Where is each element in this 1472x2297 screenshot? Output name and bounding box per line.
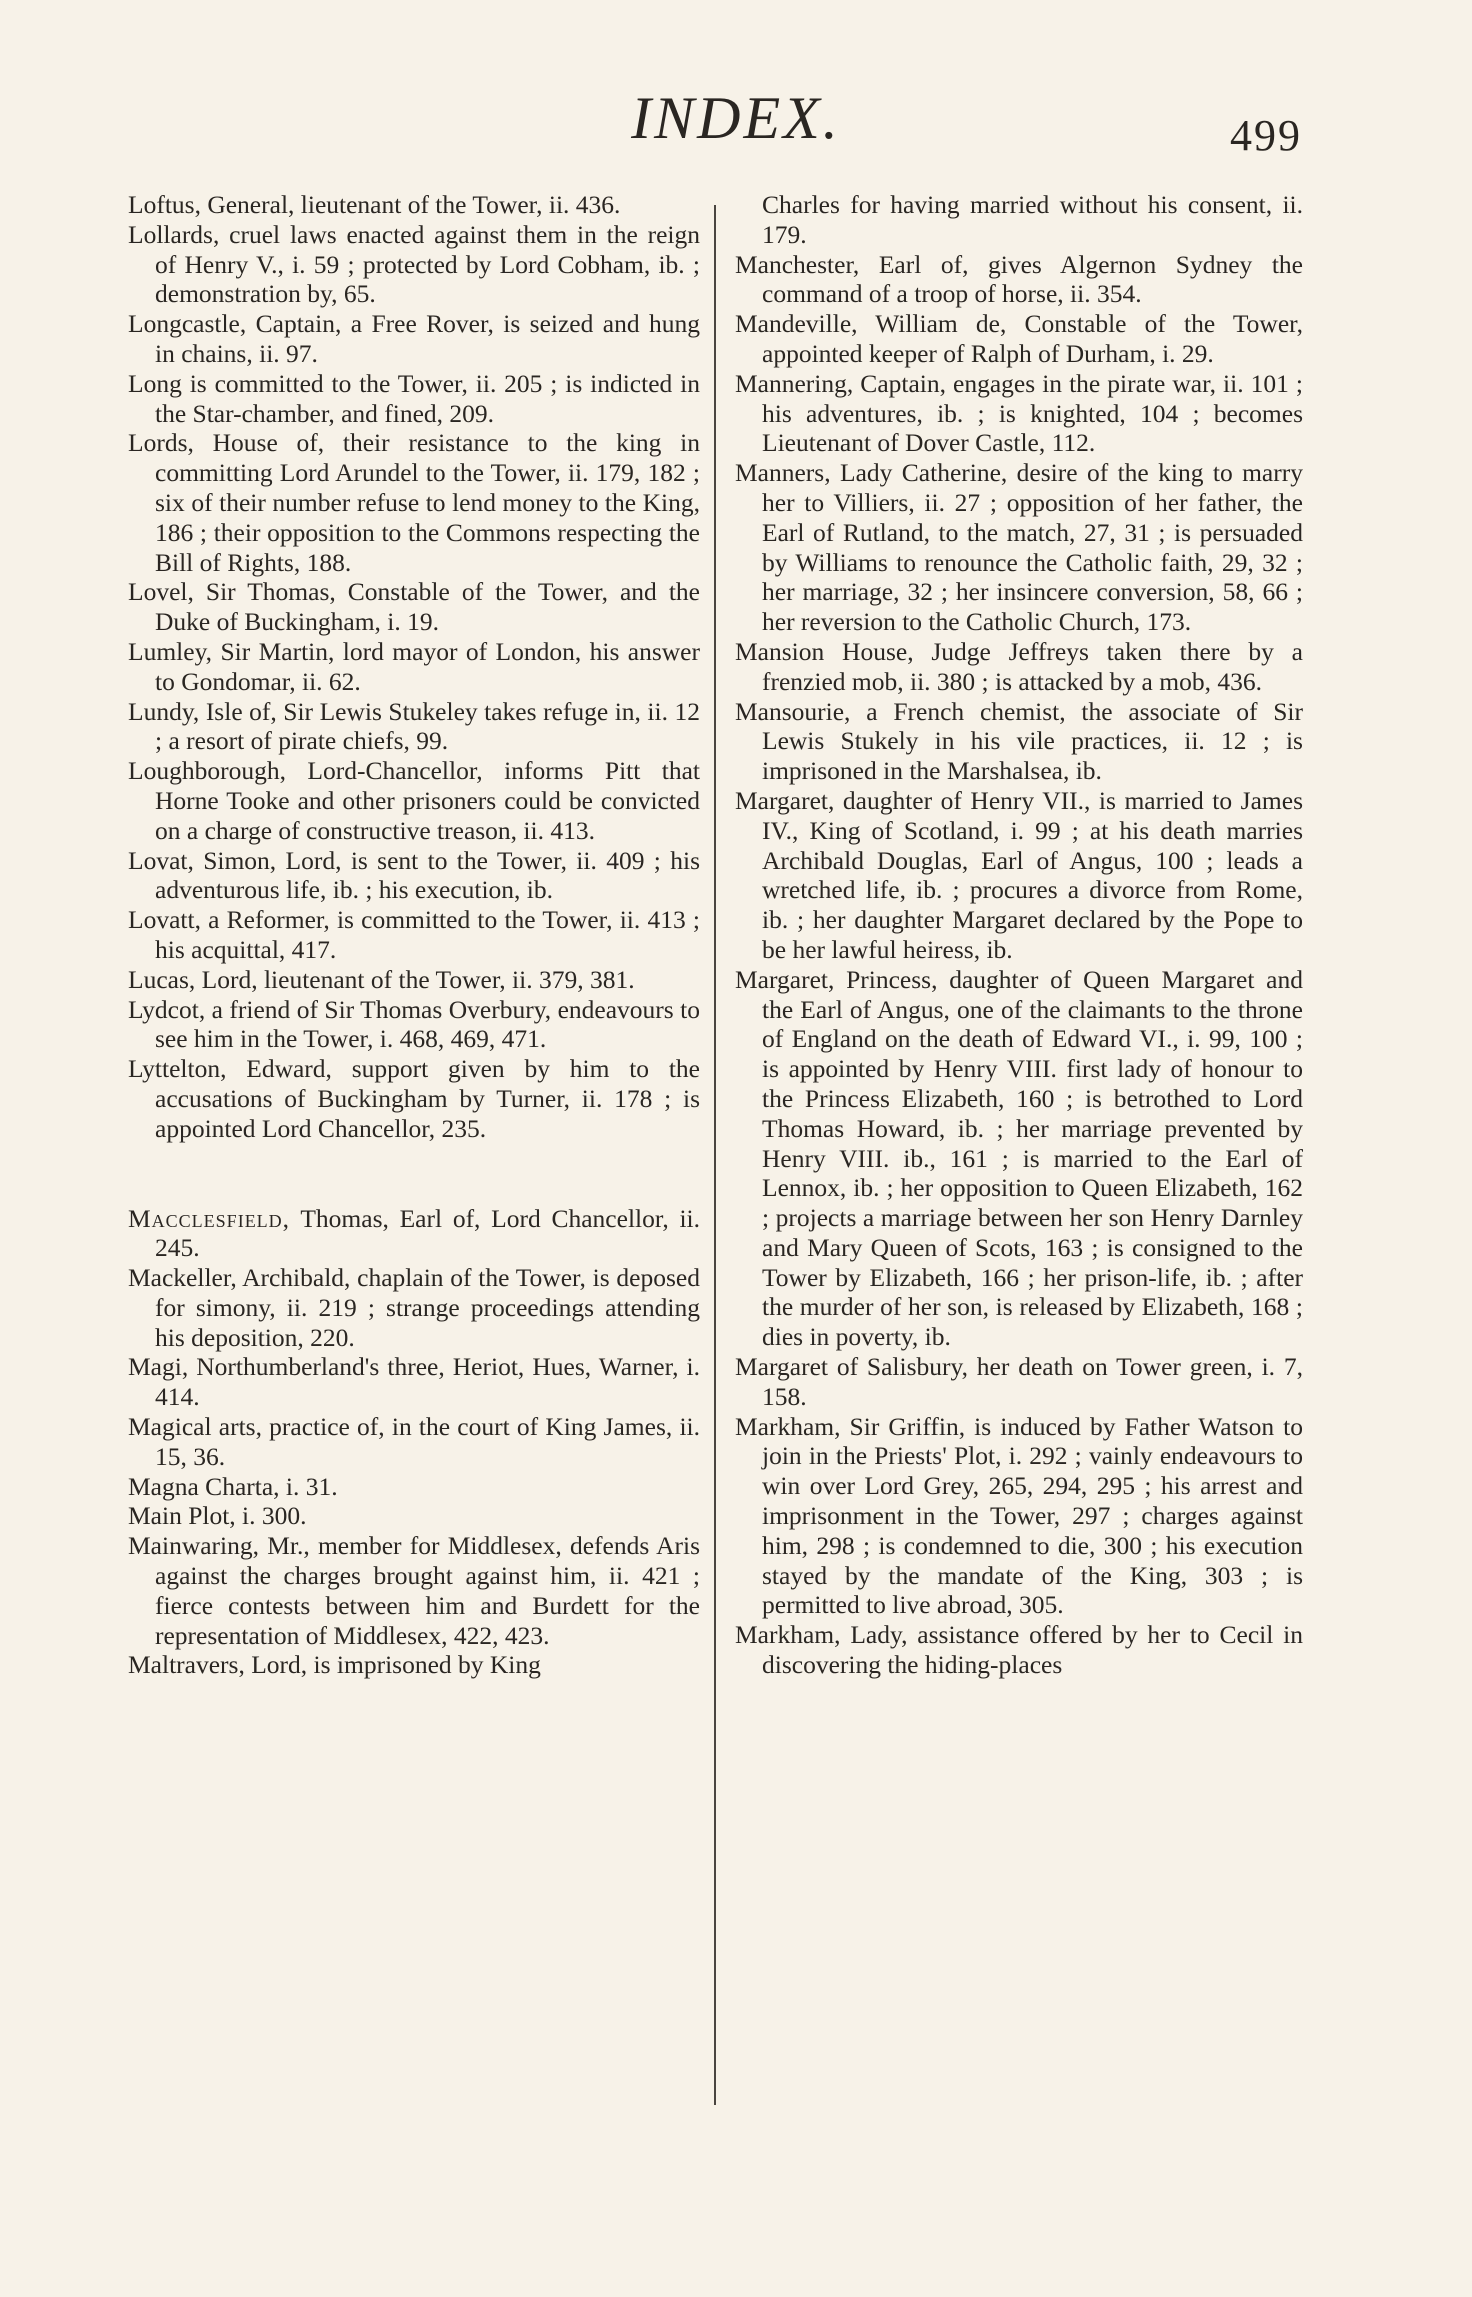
left-column [128, 190, 700, 1680]
page-title: INDEX. [631, 85, 841, 151]
index-entry: Lucas, Lord, lieutenant of the Tower, ii. 379, 381. [128, 964, 635, 994]
index-entry: Lyttelton, Edward, support given by him to the accusations of Buckingham by Turner, ii. 178 ; is appointed Lord Chancellor, 235. [128, 1054, 700, 1143]
index-entry: Mandeville, William de, Constable of the Tower, appointed keeper of Ralph of Durham, i. 29. [735, 309, 1303, 368]
entry-text: Thomas, Earl of, Lord Chancellor, ii. 245. [155, 1203, 700, 1263]
index-entry: Maltravers, Lord, is imprisoned by King [128, 1650, 541, 1680]
page-number: 499 [1230, 111, 1302, 160]
index-entry: Longcastle, Captain, a Free Rover, is seized and hung in chains, ii. 97. [128, 309, 700, 368]
index-entry-continuation: Charles for having married without his consent, ii. 179. [762, 190, 1303, 249]
index-entry: Margaret, daughter of Henry VII., is married to James IV., King of Scotland, i. 99 ; at his death marries Archibald Douglas, Earl of Angus, 100 ; leads a wretched life, ib. ; procures a divorce from Rome, ib. ; her daughter Margaret declared by the Pope to be her lawful heiress, ib. [735, 785, 1303, 964]
index-entry: Magna Charta, i. 31. [128, 1471, 338, 1501]
index-entry: Markham, Sir Griffin, is induced by Father Watson to join in the Priests' Plot, i. 292 ; vainly endeavours to win over Lord Grey, 265, 294, 295 ; his arrest and imprisonment in the Tower, 297 ; charges against him, 298 ; is condemned to die, 300 ; his execution stayed by the mandate of the King, 303 ; is permitted to live abroad, 305. [735, 1411, 1303, 1620]
index-entry: Mackeller, Archibald, chaplain of the Tower, is deposed for simony, ii. 219 ; strange proceedings attending his deposition, 220. [128, 1263, 700, 1352]
index-entry: Long is committed to the Tower, ii. 205 ; is indicted in the Star-chamber, and fined, 209. [128, 368, 700, 428]
index-entry: Manchester, Earl of, gives Algernon Sydney the command of a troop of horse, ii. 354. [735, 249, 1303, 309]
index-entry: Lumley, Sir Martin, lord mayor of London, his answer to Gondomar, ii. 62. [128, 636, 700, 696]
column-divider [714, 205, 716, 2105]
index-entry: Lundy, Isle of, Sir Lewis Stukeley takes refuge in, ii. 12 ; a resort of pirate chiefs, 99. [128, 696, 700, 756]
index-entry: Lovatt, a Reformer, is committed to the Tower, ii. 413 ; his acquittal, 417. [128, 905, 700, 964]
right-column [735, 190, 1303, 1680]
section-gap [128, 1144, 700, 1204]
index-entry: Mansion House, Judge Jeffreys taken there by a frenzied mob, ii. 380 ; is attacked by a mob, 436. [735, 636, 1303, 696]
index-entry: Lovat, Simon, Lord, is sent to the Tower, ii. 409 ; his adventurous life, ib. ; his execution, ib. [128, 845, 700, 905]
index-entry: Magi, Northumberland's three, Heriot, Hues, Warner, i. 414. [128, 1352, 700, 1412]
index-entry: Loughborough, Lord-Chancellor, informs Pitt that Horne Tooke and other prisoners could be convicted on a charge of constructive treason, ii. 413. [128, 756, 700, 845]
index-entry: Markham, Lady, assistance offered by her to Cecil in discovering the hiding-places [735, 1620, 1303, 1680]
index-entry: Mannering, Captain, engages in the pirate war, ii. 101 ; his adventures, ib. ; is knighted, 104 ; becomes Lieutenant of Dover Castle, 112. [735, 368, 1303, 458]
section-lead-word: Macclesfield, [128, 1203, 291, 1233]
index-entry: Loftus, General, lieutenant of the Tower, ii. 436. [128, 190, 621, 219]
index-entry: Margaret of Salisbury, her death on Tower green, i. 7, 158. [735, 1352, 1303, 1411]
index-entry: Magical arts, practice of, in the court of King James, ii. 15, 36. [128, 1412, 700, 1471]
index-entry: Lydcot, a friend of Sir Thomas Overbury, endeavours to see him in the Tower, i. 468, 469, 471. [128, 994, 700, 1054]
index-entry: Manners, Lady Catherine, desire of the king to marry her to Villiers, ii. 27 ; opposition of her father, the Earl of Rutland, to the match, 27, 31 ; is persuaded by Williams to renounce the Catholic faith, 29, 32 ; her marriage, 32 ; her insincere conversion, 58, 66 ; her reversion to the Catholic Church, 173. [735, 458, 1303, 637]
index-entry: Mainwaring, Mr., member for Middlesex, defends Aris against the charges brought against him, ii. 421 ; fierce contests between him and Burdett for the representation of Middlesex, 422, 423. [128, 1531, 700, 1650]
index-entry-macclesfield [128, 1204, 700, 1264]
index-entry: Margaret, Princess, daughter of Queen Margaret and the Earl of Angus, one of the claimants to the throne of England on the death of Edward VI., i. 99, 100 ; is appointed by Henry VIII. first lady of honour to the Princess Elizabeth, 160 ; is betrothed to Lord Thomas Howard, ib. ; her marriage prevented by Henry VIII. ib., 161 ; is married to the Earl of Lennox, ib. ; her opposition to Queen Elizabeth, 162 ; projects a marriage between her son Henry Darnley and Mary Queen of Scots, 163 ; is consigned to the Tower by Elizabeth, 166 ; her prison-life, ib. ; after the murder of her son, is released by Elizabeth, 168 ; dies in poverty, ib. [735, 964, 1303, 1352]
index-entry: Lovel, Sir Thomas, Constable of the Tower, and the Duke of Buckingham, i. 19. [128, 577, 700, 637]
index-entry: Lollards, cruel laws enacted against them in the reign of Henry V., i. 59 ; protected by Lord Cobham, ib. ; demonstration by, 65. [128, 219, 700, 309]
index-entry: Main Plot, i. 300. [128, 1501, 307, 1531]
index-entry: Mansourie, a French chemist, the associate of Sir Lewis Stukely in his vile practices, ii. 12 ; is imprisoned in the Marshalsea, ib. [735, 696, 1303, 786]
index-entry: Lords, House of, their resistance to the king in committing Lord Arundel to the Tower, ii. 179, 182 ; six of their number refuse to lend money to the King, 186 ; their opposition to the Commons respecting the Bill of Rights, 188. [128, 428, 700, 577]
